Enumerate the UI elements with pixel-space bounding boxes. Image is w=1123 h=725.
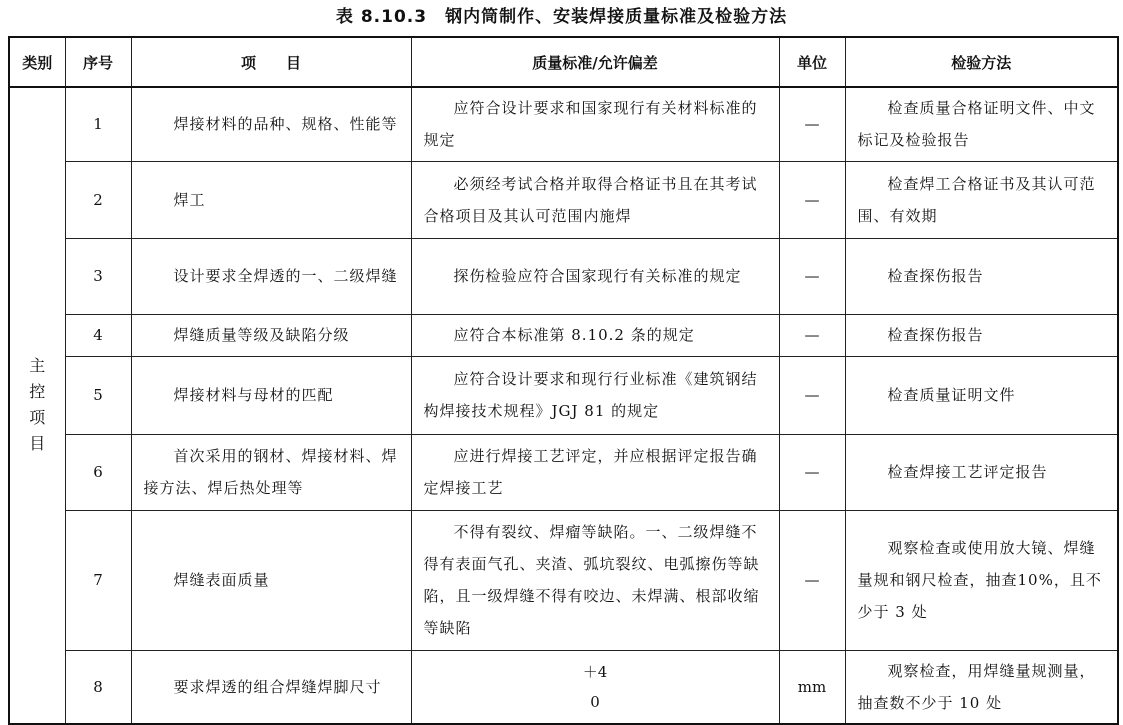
header-item: 项 目 (131, 37, 411, 87)
header-standard: 质量标准/允许偏差 (411, 37, 779, 87)
method-cell: 检查质量证明文件 (845, 356, 1118, 434)
table-row (9, 161, 1118, 238)
item-cell: 焊工 (131, 161, 411, 238)
standard-cell: 必须经考试合格并取得合格证书且在其考试合格项目及其认可范围内施焊 (411, 161, 779, 238)
item-cell: 焊缝表面质量 (131, 510, 411, 650)
item-cell: 设计要求全焊透的一、二级焊缝 (131, 238, 411, 314)
method-cell: 检查探伤报告 (845, 238, 1118, 314)
unit-cell: mm (779, 650, 845, 724)
quality-standard-table (8, 36, 1119, 725)
standard-cell (411, 650, 779, 724)
standard-cell: 不得有裂纹、焊瘤等缺陷。一、二级焊缝不得有表面气孔、夹渣、弧坑裂纹、电弧擦伤等缺陷，且一级焊缝不得有咬边、未焊满、根部收缩等缺陷 (411, 510, 779, 650)
table-row (9, 650, 1118, 724)
standard-cell: 应符合设计要求和现行行业标准《建筑钢结构焊接技术规程》JGJ 81 的规定 (411, 356, 779, 434)
method-cell: 检查质量合格证明文件、中文标记及检验报告 (845, 87, 1118, 161)
method-cell: 观察检查或使用放大镜、焊缝量规和钢尺检查，抽查10%，且不少于 3 处 (845, 510, 1118, 650)
header-seq: 序号 (65, 37, 131, 87)
standard-cell: 应进行焊接工艺评定，并应根据评定报告确定焊接工艺 (411, 434, 779, 510)
header-row (9, 37, 1118, 87)
unit-cell: — (779, 434, 845, 510)
method-cell: 检查焊接工艺评定报告 (845, 434, 1118, 510)
unit-cell: — (779, 510, 845, 650)
unit-cell: — (779, 161, 845, 238)
standard-cell: 应符合本标准第 8.10.2 条的规定 (411, 314, 779, 356)
header-unit: 单位 (779, 37, 845, 87)
item-cell: 焊接材料与母材的匹配 (131, 356, 411, 434)
table-row (9, 314, 1118, 356)
tolerance-lower: 0 (590, 692, 600, 711)
table-title: 表 8.10.3 钢内筒制作、安装焊接质量标准及检验方法 (335, 7, 788, 27)
item-cell: 焊接材料的品种、规格、性能等 (131, 87, 411, 161)
seq-cell: 5 (65, 356, 131, 434)
method-cell: 检查探伤报告 (845, 314, 1118, 356)
table-row (9, 87, 1118, 161)
seq-cell: 7 (65, 510, 131, 650)
tolerance-upper: ＋4 (582, 662, 608, 681)
standard-cell: 应符合设计要求和国家现行有关材料标准的规定 (411, 87, 779, 161)
category-cell (9, 87, 65, 724)
category-label: 主控项目 (29, 356, 46, 454)
seq-cell: 8 (65, 650, 131, 724)
table-row (9, 510, 1118, 650)
standard-cell: 探伤检验应符合国家现行有关标准的规定 (411, 238, 779, 314)
item-cell: 焊缝质量等级及缺陷分级 (131, 314, 411, 356)
item-cell: 首次采用的钢材、焊接材料、焊接方法、焊后热处理等 (131, 434, 411, 510)
seq-cell: 6 (65, 434, 131, 510)
unit-cell: — (779, 238, 845, 314)
unit-cell: — (779, 87, 845, 161)
header-method: 检验方法 (845, 37, 1118, 87)
seq-cell: 3 (65, 238, 131, 314)
table-row (9, 434, 1118, 510)
method-cell: 观察检查，用焊缝量规测量，抽查数不少于 10 处 (845, 650, 1118, 724)
item-cell: 要求焊透的组合焊缝焊脚尺寸 (131, 650, 411, 724)
unit-cell: — (779, 314, 845, 356)
header-category: 类别 (9, 37, 65, 87)
unit-cell: — (779, 356, 845, 434)
table-row (9, 356, 1118, 434)
table-row (9, 238, 1118, 314)
seq-cell: 2 (65, 161, 131, 238)
seq-cell: 4 (65, 314, 131, 356)
seq-cell: 1 (65, 87, 131, 161)
method-cell: 检查焊工合格证书及其认可范围、有效期 (845, 161, 1118, 238)
